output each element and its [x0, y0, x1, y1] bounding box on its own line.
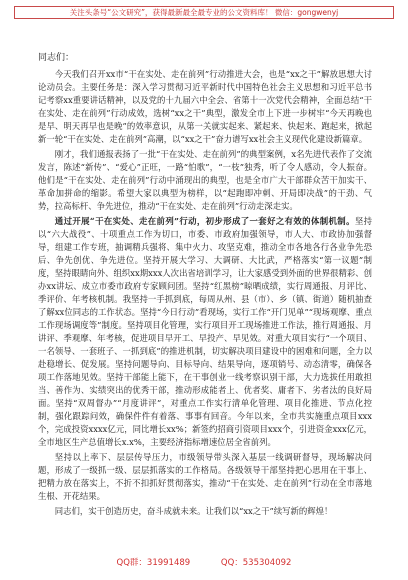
footer-qq: QQ：535304092: [220, 558, 292, 568]
salutation: 同志们：: [38, 53, 75, 63]
paragraph: [38, 148, 372, 213]
paragraph-lead: 通过开展“干在实处、走在前列”行动，初步形成了一套好之有效的体制机制。: [54, 215, 355, 226]
document-body: [38, 52, 372, 520]
paragraph: [38, 68, 372, 146]
paragraph-text: 刚才，我们通报表扬了一批“干在实处、走在前列”的典型案例，x名先进代表作了交流发言，陈述“新传”、“爱心”正旺，一路“怕歌”，“一枝”独秀，听了令人感动，令人振奋。他们是“干在实处、走在前列”行动中涌现出的典型，也是全市广大干部群众苦干加实干、革命加拼命的缩影。希望大家以典型为榜样，以“起跑即冲刺、开局即决战”的干劲、气势，拉高标杆、争先进位，推动“干在实处、走在前列”行动走深走实。: [38, 148, 372, 211]
paragraph-list: [38, 68, 372, 519]
paragraph: [38, 215, 372, 449]
paragraph: [38, 505, 372, 518]
promo-banner: 关注头条号“公文研究”，获得最新最全最专业的公文资料库！ 微信：gongwenyj: [14, 6, 394, 19]
paragraph: [38, 451, 372, 503]
paragraph-text: 今天我们召开xx市“干在实处、走在前列”行动推进大会，也是“xx之干”解放思想大讨论动员会。主要任务是：深入学习贯彻习近平新时代中国特色社会主义思想和习近平总书记考察xx重要讲话精神，以及党的十九届六中全会、省第十一次党代会精神，全面总结“干在实处、走在前列”行动成效，选树“xx之干”典型，激发全市上下进一步树牢“今天再晚也是早、明天再早也是晚”的效率意识，从第一关就实起来、紧起来、快起来、跑起来，掀起新一轮“干在实处、走在前列”高潮，以“xx之干”奋力谱写xx社会主义现代化建设新篇章。: [38, 68, 372, 144]
paragraph-text: 坚持以“六大战役”、十项重点工作为切口，市委、市政府加强领导，市人大、市政协加强督导，组建工作专班，抽调精兵强将、集中火力、攻坚克难，推动全市各地各行各业争先恐后、争先创优、争先进位。坚持开展大学习、大调研、大比武，严格落实“第一议题”制度，坚持眼睛向外、组织xx期xxx人次出省培训学习，让大家感受到外面的世界很精彩、创办xx讲坛、成立市委市政府专家顾问团。坚持“红黑榜”晾晒成绩，实行周通报、月评比、季评价、年考核机制。我坚持一手抓到底，每周从州、县（市）、乡（镇、街道）随机抽查了解xx位同志的工作状态。坚持“今日行动”看现场，实行工作“开门见单”“现场观摩、重点工作现场调度等”制度。坚持项目化管理，实行项目开工现场推进工作法，推行周通报、月讲评、季观摩、年考核，促进项目早开工、早投产、早见效。对重大项目实行“一个项目、一名领导、一套班子、一抓到底”的推进机制，切实解决项目建设中的困难和问题，全力以赴稳增长、促发展。坚持问题导向、目标导向、结果导向，逐项销号、动态清零，确保各项工作落地见效。坚持干部能上能下，在干事创业一线考察识别干部，大力选拔任用敢担当、善作为、实绩突出的优秀干部，推动形成能者上、优者奖、庸者下、劣者汰的良好局面。坚持“双周督办”“月度讲评”，对重点工作实行清单化管理、项目化推进、节点化控制，强化跟踪问效，确保件件有着落、事事有回音。今年以来，全市共实施重点项目xxx个，完成投资xxxx亿元，同比增长xx%；新签约招商引资项目xxx个，引进资金xxx亿元，全市地区生产总值增长x.x%，主要经济指标增速位居全省前列。: [38, 215, 372, 447]
paragraph-text: 坚持以上率下、层层传导压力，市级领导带头深入基层一线调研督导，现场解决问题，形成了一级抓一级、层层抓落实的工作格局。各级领导干部坚持把心思用在干事上、把精力放在落实上，不折不扣抓好贯彻落实，推动“干在实处、走在前列”行动在全市落地生根、开花结果。: [38, 451, 372, 501]
footer-qq-group: QQ群：31991489: [116, 558, 191, 568]
footer-contact: [0, 556, 408, 570]
paragraph-text: 同志们，实干创造历史，奋斗成就未来。让我们以“xx之干”续写新的辉煌！: [54, 506, 333, 517]
